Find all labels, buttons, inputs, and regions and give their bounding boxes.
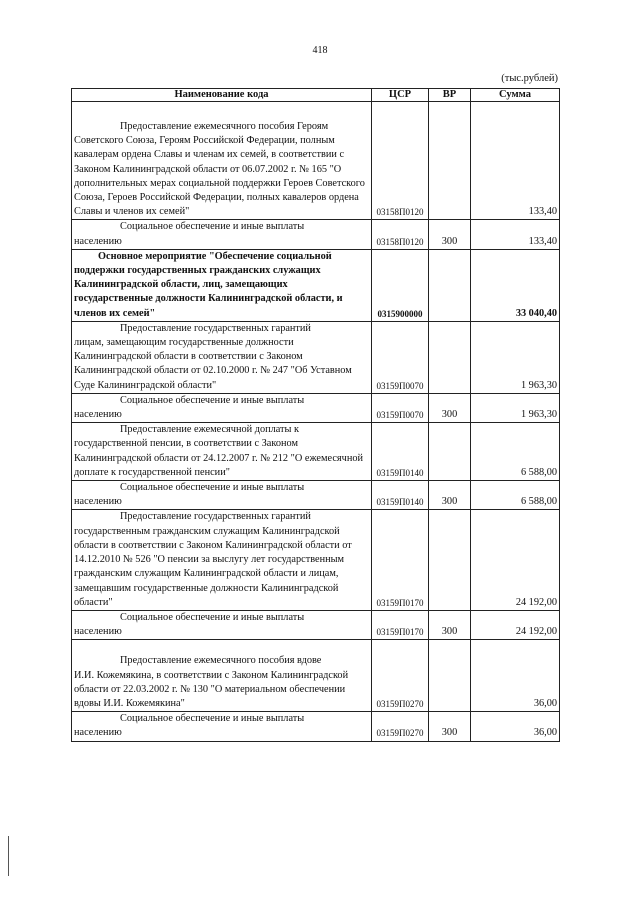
row-code: 03159П0140: [372, 423, 429, 481]
row-name-first-line: Социальное обеспечение и иные выплаты: [120, 713, 305, 725]
row-sum: 24 192,00: [471, 510, 560, 610]
table-row: [72, 610, 560, 639]
row-name-rest: населению: [74, 409, 122, 421]
row-name-first-line: Предоставление государственных гарантий: [120, 322, 311, 334]
row-sum: 6 588,00: [471, 423, 560, 481]
row-sum: 24 192,00: [471, 610, 560, 639]
row-sum: 36,00: [471, 640, 560, 712]
row-sum: 36,00: [471, 712, 560, 741]
table-row: [72, 423, 560, 481]
row-name-cell: [72, 321, 372, 393]
row-vr: 300: [429, 610, 471, 639]
row-name-first-line: Основное мероприятие "Обеспечение социальной: [98, 250, 332, 262]
row-name-cell: [72, 481, 372, 510]
row-name-rest: И.И. Кожемякина, в соответствии с Законом Калининградской области от 22.03.2002 г. № 130 "О материальном обеспечении вдовы И.И. Кожемякина": [74, 669, 349, 709]
row-code: 03159П0140: [372, 481, 429, 510]
row-vr: 300: [429, 393, 471, 422]
row-code: 03158П0120: [372, 220, 429, 249]
table-row: [72, 249, 560, 321]
row-name-cell: [72, 640, 372, 712]
row-vr: [429, 249, 471, 321]
row-name-first-line: Социальное обеспечение и иные выплаты: [120, 394, 305, 406]
table-row: [72, 220, 560, 249]
row-name-cell: [72, 249, 372, 321]
row-name-first-line: Социальное обеспечение и иные выплаты: [120, 221, 305, 233]
row-name-cell: [72, 393, 372, 422]
table-row: [72, 102, 560, 220]
row-vr: 300: [429, 712, 471, 741]
header-code: ЦСР: [372, 89, 429, 102]
table-row: [72, 393, 560, 422]
row-vr: [429, 640, 471, 712]
row-vr: 300: [429, 220, 471, 249]
row-name-cell: [72, 712, 372, 741]
table-row: [72, 712, 560, 741]
row-code: 03159П0170: [372, 510, 429, 610]
row-sum: 1 963,30: [471, 321, 560, 393]
row-name-first-line: Предоставление ежемесячного пособия Героям: [120, 121, 329, 132]
row-name-rest: населению: [74, 727, 122, 739]
row-sum: 33 040,40: [471, 249, 560, 321]
table-row: [72, 510, 560, 610]
header-sum: Сумма: [471, 89, 560, 102]
row-code: 03158П0120: [372, 102, 429, 220]
row-name-rest: населению: [74, 496, 122, 508]
row-name-cell: [72, 220, 372, 249]
row-code: 0315900000: [372, 249, 429, 321]
row-name-cell: [72, 102, 372, 220]
row-name-rest: поддержки государственных гражданских служащих Калининградской области, лиц, замещающих государственные должности Калининградской области, и членов их семей": [74, 265, 343, 319]
row-name-rest: Советского Союза, Героям Российской Федерации, полным кавалерам ордена Славы и членам их семей, в соответствии с Законом Калининградской области от 06.07.2002 г. № 165 "О дополнительных мерах социальной поддержки Героев Советского Союза, Героев Российской Федерации, полных кавалеров ордена Славы и членов их семей": [74, 135, 365, 218]
header-name: Наименование кода: [72, 89, 372, 102]
row-vr: [429, 510, 471, 610]
row-name-rest: населению: [74, 235, 122, 247]
row-code: 03159П0270: [372, 640, 429, 712]
row-sum: 6 588,00: [471, 481, 560, 510]
row-sum: 133,40: [471, 102, 560, 220]
units-label: (тыс.рублей): [501, 73, 558, 84]
table-row: [72, 640, 560, 712]
row-name-rest: государственным гражданским служащим Калининградской области в соответствии с Законом Калининградской области от 14.12.2010 № 526 "О пенсии за выслугу лет государственным гражданским служащим Калининградской области и лицам, замещавшим государственные должности Калининградской области": [74, 525, 352, 608]
table-header-row: [72, 89, 560, 102]
row-name-first-line: Предоставление ежемесячной доплаты к: [120, 424, 300, 436]
page-number: 418: [312, 45, 328, 56]
row-code: 03159П0170: [372, 610, 429, 639]
row-name-rest: государственной пенсии, в соответствии с Законом Калининградской области от 24.12.2007 г. № 212 "О ежемесячной доплате к государственной пенсии": [74, 438, 363, 478]
row-name-rest: лицам, замещающим государственные должности Калининградской области в соответствии с Законом Калининградской области от 02.10.2000 г. № 247 "Об Уставном Суде Калининградской области": [74, 337, 352, 391]
row-name-first-line: Социальное обеспечение и иные выплаты: [120, 482, 305, 494]
row-code: 03159П0070: [372, 321, 429, 393]
row-name-cell: [72, 510, 372, 610]
row-code: 03159П0070: [372, 393, 429, 422]
header-vr: ВР: [429, 89, 471, 102]
row-sum: 1 963,30: [471, 393, 560, 422]
row-name-cell: [72, 423, 372, 481]
row-vr: [429, 321, 471, 393]
margin-scan-mark: [8, 836, 9, 876]
row-vr: [429, 102, 471, 220]
row-sum: 133,40: [471, 220, 560, 249]
row-vr: 300: [429, 481, 471, 510]
row-name-first-line: Предоставление ежемесячного пособия вдове: [120, 655, 322, 667]
row-name-first-line: Социальное обеспечение и иные выплаты: [120, 611, 305, 623]
table-row: [72, 481, 560, 510]
row-name-cell: [72, 610, 372, 639]
row-code: 03159П0270: [372, 712, 429, 741]
row-name-first-line: Предоставление государственных гарантий: [120, 511, 311, 523]
row-name-rest: населению: [74, 626, 122, 638]
budget-table: [71, 88, 560, 742]
row-vr: [429, 423, 471, 481]
table-row: [72, 321, 560, 393]
